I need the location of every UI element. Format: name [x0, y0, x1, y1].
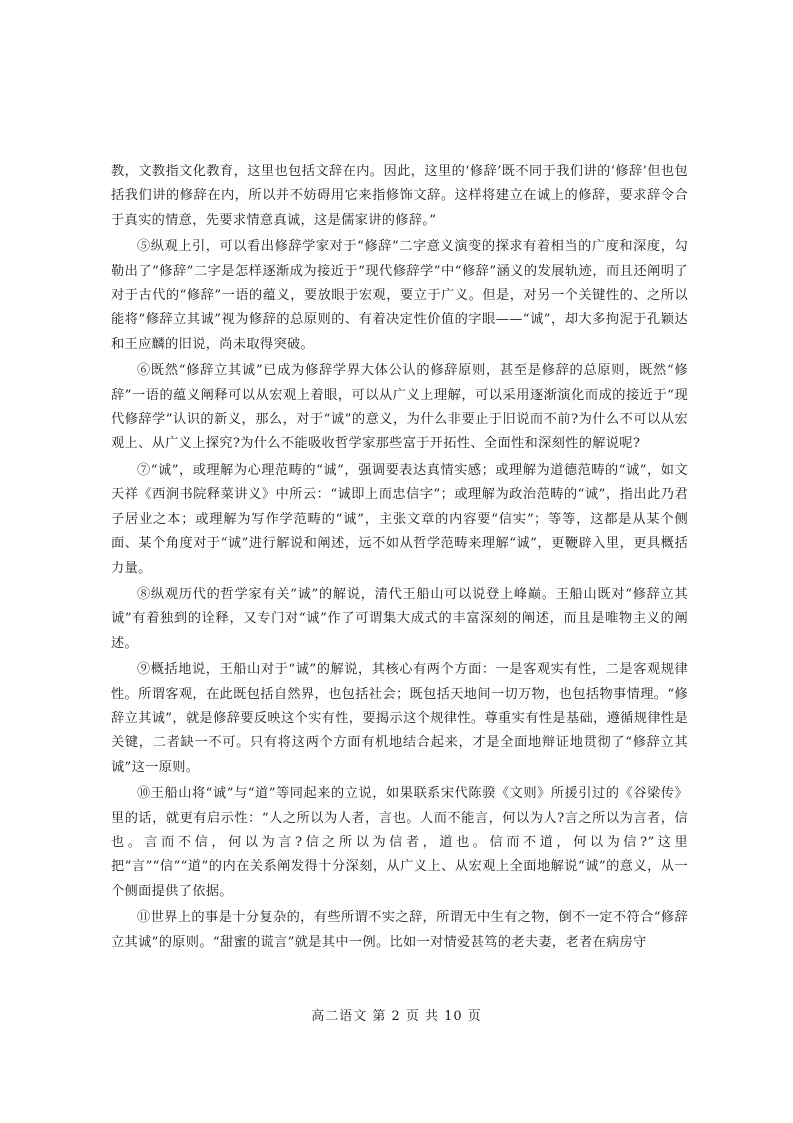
paragraph-continuation: 教，文教指文化教育，这里也包括文辞在内。因此，这里的‘修辞’既不同于我们讲的‘修辞’但也包括我们讲的修辞在内，所以并不妨碍用它来指修饰文辞。这样将建立在诚上的修辞，要求辞令合于真实的情意，先要求情意真诚，这是儒家讲的修辞。” [111, 164, 688, 228]
page-footer: 高二语文 第 2 页 共 10 页 [311, 1009, 482, 1024]
paragraph-5: ⑤纵观上引，可以看出修辞学家对于“修辞”二字意义演变的探求有着相当的广度和深度，勾勒出了“修辞”二字是怎样逐渐成为接近于“现代修辞学”中“修辞”涵义的发展轨迹，而且还阐明了对于古代的“修辞”一语的蕴义，要放眼于宏观，要立于广义。但是，对另一个关键性的、之所以能将“修辞立其诚”视为修辞的总原则的、有着决定性价值的字眼——“诚”，却大多拘泥于孔颖达和王应麟的旧说，尚未取得突破。 [111, 239, 688, 352]
paragraph-10: ⑩王船山将“诚”与“道”等同起来的立说，如果联系宋代陈骙《文则》所援引过的《谷梁传》里的话，就更有启示性：“人之所以为人者，言也。人而不能言，何以为人?言之所以为言者，信也。言而不信，何以为言?信之所以为信者，道也。信而不道，何以为信?”这里把“言”“信”“道”的内在关系阐发得十分深刻，从广义上、从宏观上全面地解说“诚”的意义，从一个侧面提供了依据。 [111, 786, 688, 899]
paragraph-7: ⑦“诚”，或理解为心理范畴的“诚”，强调要表达真情实感；或理解为道德范畴的“诚”，如文天祥《西涧书院释菜讲义》中所云：“诚即上而忠信字”；或理解为政治范畴的“诚”，指出此乃君子居业之本；或理解为写作学范畴的“诚”，主张文章的内容要“信实”；等等，这都是从某个侧面、某个角度对于“诚”进行解说和阐述，远不如从哲学范畴来理解“诚”，更鞭辟入里，更具概括力量。 [111, 462, 688, 576]
paragraph-8: ⑧纵观历代的哲学家有关“诚”的解说，清代王船山可以说登上峰巅。王船山既对“修辞立其诚”有着独到的诠释，又专门对“诚”作了可谓集大成式的丰富深刻的阐述，而且是唯物主义的阐述。 [111, 586, 688, 651]
document-body [111, 160, 688, 957]
paragraph-6: ⑥既然“修辞立其诚”已成为修辞学界大体公认的修辞原则，甚至是修辞的总原则，既然“修辞”一语的蕴义阐释可以从宏观上着眼，可以从广义上理解，可以采用逐渐演化而成的接近于“现代修辞学”认识的新义，那么，对于“诚”的意义，为什么非要止于旧说而不前?为什么不可以从宏观上、从广义上探究?为什么不能吸收哲学家那些富于开拓性、全面性和深刻性的解说呢? [111, 363, 688, 452]
paragraph-11: ⑪世界上的事是十分复杂的，有些所谓不实之辞，所谓无中生有之物，倒不一定不符合“修辞立其诚”的原则。“甜蜜的谎言”就是其中一例。比如一对情爱甚笃的老夫妻，老者在病房守 [111, 910, 688, 950]
paragraph-9: ⑨概括地说，王船山对于“诚”的解说，其核心有两个方面：一是客观实有性，二是客观规律性。所谓客观，在此既包括自然界，也包括社会；既包括天地间一切万物，也包括物事情理。“修辞立其诚”，就是修辞要反映这个实有性，要揭示这个规律性。尊重实有性是基础，遵循规律性是关键，二者缺一不可。只有将这两个方面有机地结合起来，才是全面地辩证地贯彻了“修辞立其诚”这一原则。 [111, 662, 688, 775]
